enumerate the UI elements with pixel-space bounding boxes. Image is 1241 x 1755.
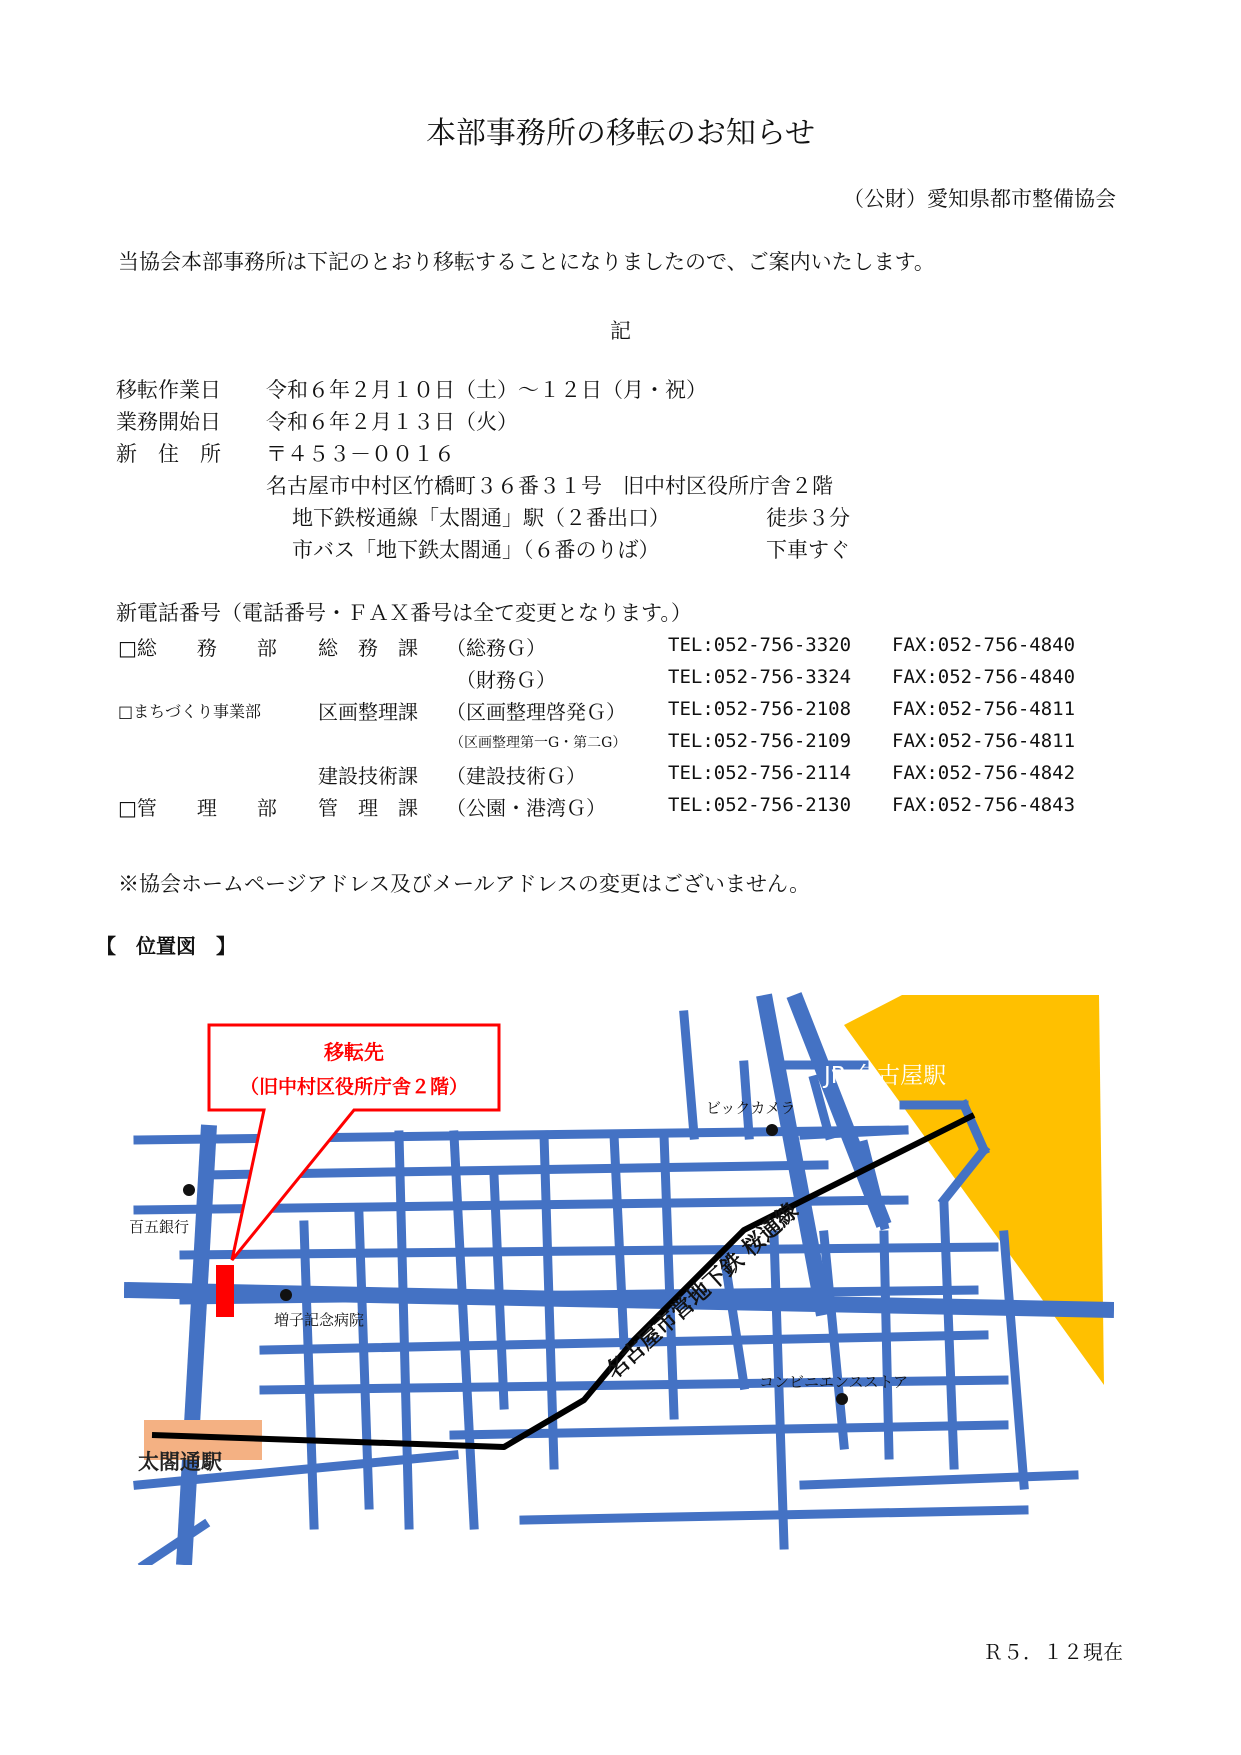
note-text: ※協会ホームページアドレス及びメールアドレスの変更はございません。 [118,872,811,896]
subway-line-label: 名古屋市営地下鉄 桜通線 [601,1198,804,1385]
bank-label: 百五銀行 [129,1218,190,1236]
tel-cell: TEL:052-756-2109 [668,730,852,752]
convenience-store-label: コンビニエンスストア [759,1373,909,1391]
taikodori-station-label: 太閤通駅 [138,1450,222,1474]
jr-station-label: JR 名古屋駅 [824,1063,947,1089]
fax-cell: FAX:052-756-4840 [892,666,1076,688]
callout-subtitle: （旧中村区役所庁舎２階） [239,1076,469,1098]
dept-cell: □総 務 部 [118,636,277,660]
postal-code: 〒４５３－００１６ [266,442,455,466]
address-label: 新 住 所 [116,442,221,466]
fax-cell: FAX:052-756-4811 [892,698,1076,720]
map-heading: 【 位置図 】 [96,934,236,958]
fax-cell: FAX:052-756-4842 [892,762,1076,784]
address-text: 名古屋市中村区竹橋町３６番３１号 旧中村区役所庁舎２階 [266,474,833,498]
access-subway-time: 徒歩３分 [766,506,850,530]
access-subway: 地下鉄桜通線「太閤通」駅（２番出口） [292,506,670,530]
group-cell: （建設技術Ｇ） [446,764,586,788]
section-cell: 総 務 課 [318,636,418,660]
move-date-value: 令和６年２月１０日（土）～１２日（月・祝） [266,378,707,402]
group-cell: （総務Ｇ） [446,636,546,660]
bic-camera-marker [766,1124,778,1136]
hospital-marker [280,1289,292,1301]
group-cell: （財務Ｇ） [456,668,556,692]
hospital-label: 増子記念病院 [274,1311,365,1329]
bank-marker [183,1184,195,1196]
fax-cell: FAX:052-756-4843 [892,794,1076,816]
bic-camera-label: ビックカメラ [706,1099,796,1117]
date-note: Ｒ５．１２現在 [983,1640,1123,1664]
section-cell: 区画整理課 [318,700,418,724]
section-cell: 建設技術課 [318,764,418,788]
tel-cell: TEL:052-756-2130 [668,794,852,816]
fax-cell: FAX:052-756-4811 [892,730,1076,752]
group-cell: （区画整理第一G・第二G） [450,735,627,751]
organization-name: （公財）愛知県都市整備協会 [843,187,1116,211]
phone-heading: 新電話番号（電話番号・ＦＡＸ番号は全て変更となります。） [116,601,692,625]
start-date-value: 令和６年２月１３日（火） [266,410,518,434]
dept-cell: □まちづくり事業部 [118,702,261,721]
group-cell: （公園・港湾Ｇ） [446,796,606,820]
access-bus: 市バス「地下鉄太閤通」（６番のりば） [292,538,660,562]
move-date-label: 移転作業日 [116,378,221,402]
start-date-label: 業務開始日 [116,410,221,434]
section-cell: 管 理 課 [318,796,418,820]
convenience-store-marker [836,1393,848,1405]
location-map [124,985,1114,1565]
callout-title: 移転先 [324,1040,384,1064]
ki-heading: 記 [610,319,631,343]
fax-cell: FAX:052-756-4840 [892,634,1076,656]
access-bus-time: 下車すぐ [766,538,850,562]
tel-cell: TEL:052-756-2108 [668,698,852,720]
tel-cell: TEL:052-756-2114 [668,762,852,784]
tel-cell: TEL:052-756-3324 [668,666,852,688]
page-title: 本部事務所の移転のお知らせ [425,116,816,151]
intro-text: 当協会本部事務所は下記のとおり移転することになりましたので、ご案内いたします。 [118,250,935,274]
dept-cell: □管 理 部 [118,796,277,820]
target-building [216,1265,234,1317]
group-cell: （区画整理啓発Ｇ） [446,700,626,724]
tel-cell: TEL:052-756-3320 [668,634,852,656]
